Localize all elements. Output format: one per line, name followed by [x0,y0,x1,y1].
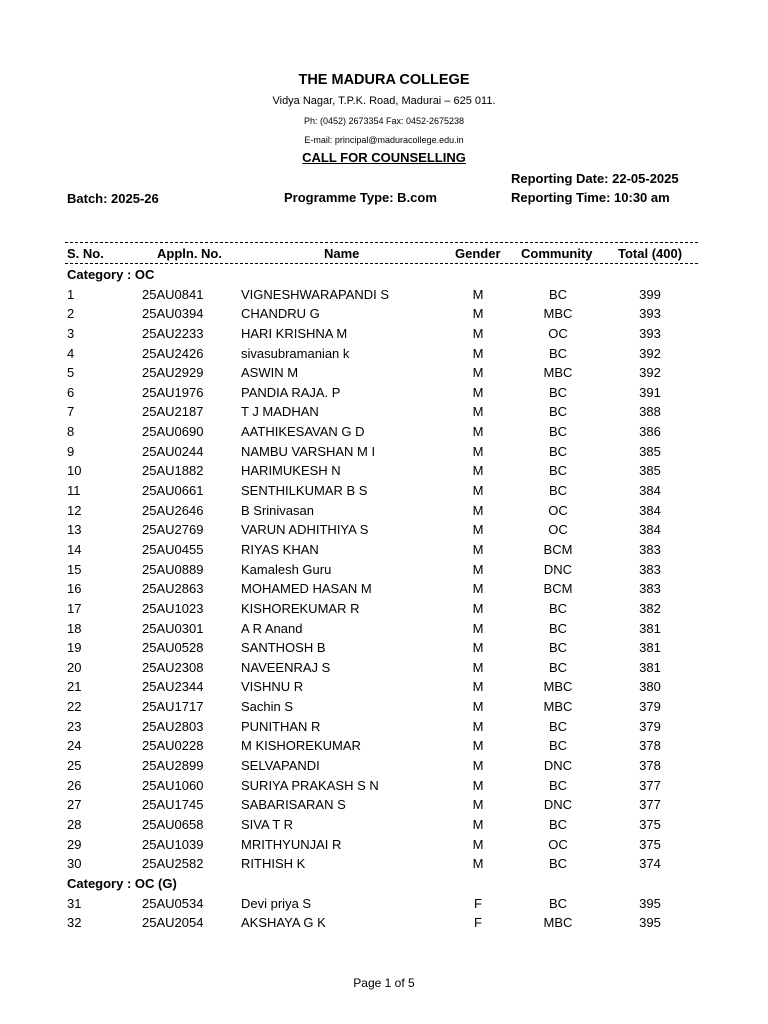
reporting-date: Reporting Date: 22-05-2025 [511,171,679,186]
appln-no-cell: 25AU1882 [142,463,204,479]
community-cell: MBC [543,306,573,322]
gender-cell: M [472,424,484,440]
appln-no-cell: 25AU2899 [142,758,204,774]
appln-no-cell: 25AU1745 [142,797,204,813]
name-cell: PUNITHAN R [241,718,321,734]
total-cell: 385 [639,443,661,459]
table-row [0,678,768,698]
community-cell: OC [548,836,568,852]
total-cell: 374 [639,856,661,872]
table-row [0,757,768,777]
gender-cell: M [472,483,484,499]
community-cell: BCM [543,581,573,597]
table-row [0,659,768,679]
total-cell: 381 [639,640,661,656]
name-cell: SIVA T R [241,816,294,832]
appln-no-cell: 25AU0394 [142,306,204,322]
sno-cell: 1 [67,286,75,302]
table-row [0,502,768,522]
name-cell: HARI KRISHNA M [241,325,348,341]
name-cell: Devi priya S [241,895,312,911]
community-cell: BC [548,600,568,616]
sno-cell: 19 [67,640,82,656]
table-row [0,541,768,561]
table-row [0,462,768,482]
table-row [0,737,768,757]
category-heading [0,266,768,286]
gender-cell: M [472,502,484,518]
total-cell: 383 [639,561,661,577]
header-appln-no: Appln. No. [157,246,222,261]
gender-cell: M [472,640,484,656]
candidate-table-body [0,266,768,934]
appln-no-cell: 25AU1060 [142,777,204,793]
gender-cell: M [472,758,484,774]
table-row [0,286,768,306]
table-row [0,698,768,718]
total-cell: 377 [639,777,661,793]
gender-cell: M [472,463,484,479]
gender-cell: M [472,738,484,754]
total-cell: 379 [639,699,661,715]
table-row [0,403,768,423]
gender-cell: M [472,325,484,341]
name-cell: AKSHAYA G K [241,915,326,931]
college-phone: Ph: (0452) 2673354 Fax: 0452-2675238 [303,116,465,126]
total-cell: 386 [639,424,661,440]
total-cell: 375 [639,816,661,832]
name-cell: NAVEENRAJ S [241,659,331,675]
table-row [0,816,768,836]
table-row [0,836,768,856]
table-row [0,423,768,443]
total-cell: 381 [639,620,661,636]
sno-cell: 15 [67,561,82,577]
appln-no-cell: 25AU1976 [142,384,204,400]
sno-cell: 6 [67,384,75,400]
college-email: E-mail: principal@maduracollege.edu.in [304,135,464,145]
sno-cell: 4 [67,345,75,361]
table-row [0,855,768,875]
appln-no-cell: 25AU2426 [142,345,204,361]
community-cell: MBC [543,679,573,695]
sno-cell: 26 [67,777,82,793]
sno-cell: 23 [67,718,82,734]
sno-cell: 5 [67,365,75,381]
gender-cell: F [474,915,482,931]
total-cell: 392 [639,345,661,361]
appln-no-cell: 25AU0661 [142,483,204,499]
appln-no-cell: 25AU2863 [142,581,204,597]
name-cell: KISHOREKUMAR R [241,600,360,616]
total-cell: 384 [639,522,661,538]
community-cell: OC [548,325,568,341]
gender-cell: M [472,581,484,597]
total-cell: 391 [639,384,661,400]
gender-cell: M [472,561,484,577]
total-cell: 383 [639,581,661,597]
header-name: Name [324,246,360,261]
sno-cell: 28 [67,816,82,832]
sno-cell: 10 [67,463,82,479]
category-heading [0,875,768,895]
gender-cell: M [472,679,484,695]
appln-no-cell: 25AU2803 [142,718,204,734]
total-cell: 392 [639,365,661,381]
sno-cell: 17 [67,600,82,616]
appln-no-cell: 25AU2308 [142,659,204,675]
total-cell: 378 [639,738,661,754]
community-cell: MBC [543,365,573,381]
gender-cell: M [472,856,484,872]
community-cell: BC [548,345,568,361]
notice-title: CALL FOR COUNSELLING [302,150,466,165]
sno-cell: 3 [67,325,75,341]
gender-cell: M [472,659,484,675]
gender-cell: F [474,895,482,911]
gender-cell: M [472,777,484,793]
total-cell: 384 [639,502,661,518]
community-cell: OC [548,502,568,518]
header-community: Community [521,246,593,261]
table-row [0,384,768,404]
name-cell: PANDIA RAJA. P [241,384,341,400]
gender-cell: M [472,384,484,400]
table-row [0,364,768,384]
appln-no-cell: 25AU0534 [142,895,204,911]
sno-cell: 2 [67,306,75,322]
community-cell: BC [548,463,568,479]
appln-no-cell: 25AU2929 [142,365,204,381]
sno-cell: 16 [67,581,82,597]
community-cell: BC [548,856,568,872]
community-cell: DNC [543,561,573,577]
gender-cell: M [472,541,484,557]
appln-no-cell: 25AU1023 [142,600,204,616]
gender-cell: M [472,404,484,420]
community-cell: DNC [543,797,573,813]
sno-cell: 9 [67,443,75,459]
table-row [0,639,768,659]
appln-no-cell: 25AU1039 [142,836,204,852]
total-cell: 383 [639,541,661,557]
gender-cell: M [472,306,484,322]
name-cell: sivasubramanian k [241,345,350,361]
gender-cell: M [472,345,484,361]
community-cell: BC [548,620,568,636]
appln-no-cell: 25AU0244 [142,443,204,459]
gender-cell: M [472,797,484,813]
name-cell: Sachin S [241,699,294,715]
table-row [0,521,768,541]
name-cell: Kamalesh Guru [241,561,332,577]
name-cell: T J MADHAN [241,404,319,420]
total-cell: 379 [639,718,661,734]
table-row [0,620,768,640]
header-sno: S. No. [67,246,104,261]
sno-cell: 31 [67,895,82,911]
table-row [0,914,768,934]
category-label: Category : OC [67,267,155,282]
appln-no-cell: 25AU0658 [142,816,204,832]
table-row [0,561,768,581]
name-cell: NAMBU VARSHAN M I [241,443,376,459]
gender-cell: M [472,836,484,852]
sno-cell: 25 [67,758,82,774]
appln-no-cell: 25AU0889 [142,561,204,577]
total-cell: 375 [639,836,661,852]
header-gender: Gender [455,246,501,261]
total-cell: 377 [639,797,661,813]
sno-cell: 11 [67,483,81,499]
table-row [0,443,768,463]
sno-cell: 12 [67,502,82,518]
community-cell: BC [548,816,568,832]
name-cell: CHANDRU G [241,306,320,322]
table-row [0,895,768,915]
name-cell: AATHIKESAVAN G D [241,424,365,440]
appln-no-cell: 25AU0228 [142,738,204,754]
gender-cell: M [472,600,484,616]
community-cell: MBC [543,699,573,715]
appln-no-cell: 25AU0301 [142,620,204,636]
community-cell: BC [548,718,568,734]
header-total: Total (400) [618,246,683,261]
total-cell: 380 [639,679,661,695]
college-name: THE MADURA COLLEGE [298,72,470,88]
total-cell: 384 [639,483,661,499]
table-top-divider [65,242,698,243]
page-number: Page 1 of 5 [353,976,415,990]
college-address: Vidya Nagar, T.P.K. Road, Madurai – 625 011. [272,95,496,107]
appln-no-cell: 25AU2187 [142,404,204,420]
total-cell: 395 [639,915,661,931]
sno-cell: 13 [67,522,82,538]
name-cell: VARUN ADHITHIYA S [241,522,369,538]
sno-cell: 14 [67,541,82,557]
name-cell: M KISHOREKUMAR [241,738,361,754]
sno-cell: 18 [67,620,82,636]
community-cell: BC [548,384,568,400]
name-cell: RIYAS KHAN [241,541,319,557]
gender-cell: M [472,699,484,715]
community-cell: BC [548,483,568,499]
name-cell: A R Anand [241,620,303,636]
community-cell: BC [548,404,568,420]
table-row [0,796,768,816]
sno-cell: 30 [67,856,82,872]
table-row [0,482,768,502]
name-cell: VISHNU R [241,679,304,695]
sno-cell: 21 [67,679,82,695]
community-cell: BC [548,424,568,440]
name-cell: SELVAPANDI [241,758,320,774]
gender-cell: M [472,620,484,636]
appln-no-cell: 25AU2769 [142,522,204,538]
sno-cell: 29 [67,836,82,852]
table-row [0,718,768,738]
community-cell: BC [548,895,568,911]
total-cell: 395 [639,895,661,911]
community-cell: BC [548,659,568,675]
appln-no-cell: 25AU0528 [142,640,204,656]
gender-cell: M [472,816,484,832]
batch-label: Batch: 2025-26 [67,191,159,206]
reporting-time: Reporting Time: 10:30 am [511,190,670,205]
sno-cell: 22 [67,699,82,715]
total-cell: 388 [639,404,661,420]
table-header-divider [65,263,698,264]
sno-cell: 27 [67,797,82,813]
table-row [0,580,768,600]
community-cell: BC [548,640,568,656]
name-cell: SENTHILKUMAR B S [241,483,368,499]
total-cell: 382 [639,600,661,616]
total-cell: 399 [639,286,661,302]
community-cell: DNC [543,758,573,774]
community-cell: BC [548,286,568,302]
name-cell: RITHISH K [241,856,306,872]
total-cell: 385 [639,463,661,479]
sno-cell: 24 [67,738,82,754]
community-cell: MBC [543,915,573,931]
name-cell: SABARISARAN S [241,797,346,813]
gender-cell: M [472,443,484,459]
programme-type: Programme Type: B.com [284,190,437,205]
appln-no-cell: 25AU2582 [142,856,204,872]
total-cell: 381 [639,659,661,675]
gender-cell: M [472,718,484,734]
total-cell: 393 [639,325,661,341]
name-cell: MRITHYUNJAI R [241,836,342,852]
community-cell: OC [548,522,568,538]
table-row [0,305,768,325]
appln-no-cell: 25AU0841 [142,286,204,302]
table-row [0,600,768,620]
table-row [0,777,768,797]
name-cell: HARIMUKESH N [241,463,341,479]
appln-no-cell: 25AU1717 [142,699,204,715]
sno-cell: 8 [67,424,75,440]
community-cell: BC [548,443,568,459]
community-cell: BC [548,738,568,754]
appln-no-cell: 25AU2344 [142,679,204,695]
sno-cell: 20 [67,659,82,675]
table-row [0,345,768,365]
community-cell: BCM [543,541,573,557]
name-cell: MOHAMED HASAN M [241,581,372,597]
category-label: Category : OC (G) [67,875,177,891]
total-cell: 393 [639,306,661,322]
sno-cell: 7 [67,404,75,420]
table-row [0,325,768,345]
name-cell: SANTHOSH B [241,640,326,656]
appln-no-cell: 25AU2054 [142,915,204,931]
appln-no-cell: 25AU2646 [142,502,204,518]
gender-cell: M [472,365,484,381]
appln-no-cell: 25AU0455 [142,541,204,557]
appln-no-cell: 25AU2233 [142,325,204,341]
total-cell: 378 [639,758,661,774]
gender-cell: M [472,286,484,302]
name-cell: B Srinivasan [241,502,314,518]
name-cell: SURIYA PRAKASH S N [241,777,379,793]
gender-cell: M [472,522,484,538]
name-cell: ASWIN M [241,365,299,381]
name-cell: VIGNESHWARAPANDI S [241,286,390,302]
community-cell: BC [548,777,568,793]
sno-cell: 32 [67,915,82,931]
appln-no-cell: 25AU0690 [142,424,204,440]
